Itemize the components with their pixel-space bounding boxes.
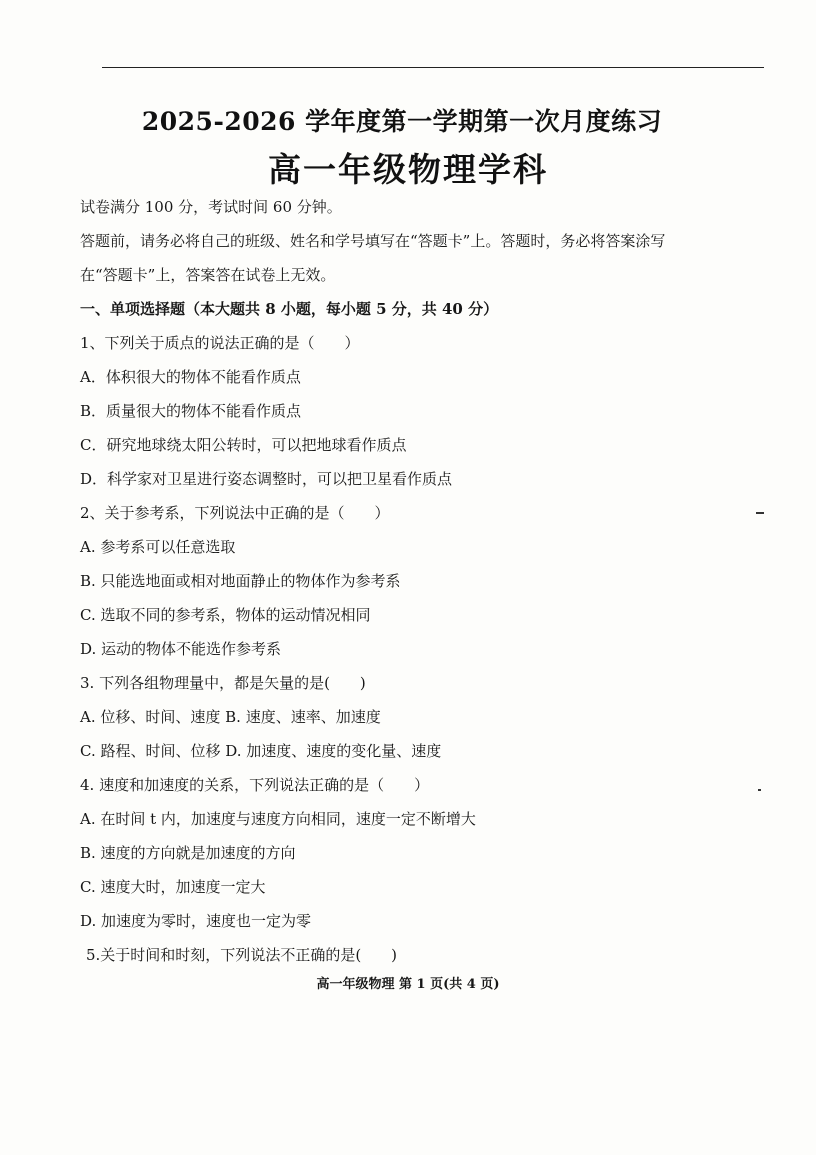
question-stem: 1、下列关于质点的说法正确的是（ ）: [80, 334, 360, 352]
question-stem: 3. 下列各组物理量中，都是矢量的是( ): [80, 674, 366, 692]
section-heading: 一、单项选择题（本大题共 8 小题，每小题 5 分，共 40 分）: [80, 300, 499, 318]
option-c: C．研究地球绕太阳公转时，可以把地球看作质点: [80, 436, 407, 454]
option-d: D．科学家对卫星进行姿态调整时，可以把卫星看作质点: [80, 470, 453, 488]
option-row-cd: C. 路程、时间、位移 D. 加速度、速度的变化量、速度: [80, 742, 442, 760]
option-a: A．体积很大的物体不能看作质点: [80, 368, 301, 386]
instruction-line: 试卷满分 100 分，考试时间 60 分钟。: [80, 198, 342, 216]
option-b: B. 只能选地面或相对地面静止的物体作为参考系: [80, 572, 401, 590]
option-a: A. 在时间 t 内，加速度与速度方向相同，速度一定不断增大: [80, 810, 476, 828]
exam-subtitle: 高一年级物理学科: [268, 150, 548, 189]
option-c: C. 选取不同的参考系，物体的运动情况相同: [80, 606, 371, 624]
question-stem: 2、关于参考系，下列说法中正确的是（ ）: [80, 504, 390, 522]
option-a: A. 参考系可以任意选取: [80, 538, 236, 556]
option-row-ab: A. 位移、时间、速度 B. 速度、速率、加速度: [80, 708, 381, 726]
header-rule: [102, 67, 764, 68]
scan-speck: [758, 789, 761, 791]
instruction-line: 答题前，请务必将自己的班级、姓名和学号填写在“答题卡”上。答题时，务必将答案涂写: [80, 232, 666, 250]
option-b: B．质量很大的物体不能看作质点: [80, 402, 302, 420]
page-footer: 高一年级物理 第 1 页(共 4 页): [316, 977, 500, 992]
option-d: D. 运动的物体不能选作参考系: [80, 640, 282, 658]
exam-title: 2025-2026 学年度第一学期第一次月度练习: [141, 107, 663, 136]
option-b: B. 速度的方向就是加速度的方向: [80, 844, 296, 862]
instruction-line: 在“答题卡”上，答案答在试卷上无效。: [80, 266, 336, 284]
scan-speck: [756, 512, 764, 514]
option-c: C. 速度大时，加速度一定大: [80, 878, 266, 896]
question-stem: 5.关于时间和时刻，下列说法不正确的是( ): [86, 946, 398, 964]
option-d: D. 加速度为零时，速度也一定为零: [80, 912, 312, 930]
question-stem: 4. 速度和加速度的关系，下列说法正确的是（ ）: [80, 776, 430, 794]
